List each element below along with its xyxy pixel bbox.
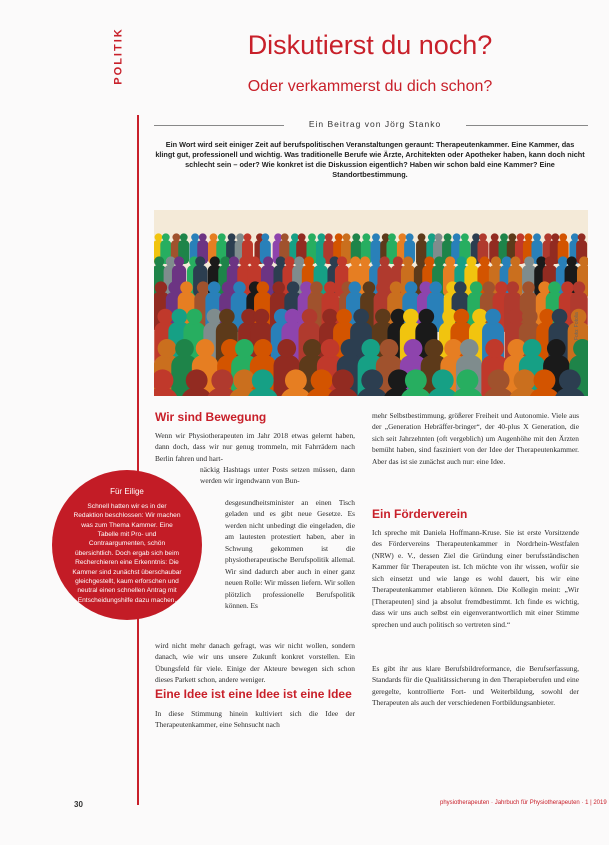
- crowd-figure-head: [187, 309, 203, 325]
- crowd-figure-head: [514, 369, 536, 391]
- crowd-figure-head: [558, 256, 568, 266]
- crowd-figure-head: [325, 233, 333, 241]
- crowd-figure-head: [254, 309, 270, 325]
- crowd-figure-head: [479, 233, 487, 241]
- crowd-figure-head: [158, 339, 177, 358]
- crowd-figure-head: [155, 281, 167, 293]
- crowd-figure-head: [454, 281, 466, 293]
- crowd-figure-head: [195, 256, 205, 266]
- crowd-figure-head: [393, 256, 403, 266]
- crowd-figure-head: [287, 281, 299, 293]
- crowd-figure-head: [172, 309, 188, 325]
- crowd-figure-head: [186, 369, 208, 391]
- crowd-figure-head: [517, 233, 525, 241]
- crowd-figure-head: [332, 369, 354, 391]
- crowd-figure-head: [277, 339, 296, 358]
- crowd-figure-head: [525, 233, 533, 241]
- left-paragraph-1d: wird nicht mehr danach gefragt, was wir nicht wollen, sondern danach, wie wir uns unsere Zukunft konkret vorstellen. Ein Übungsfeld für viele. Einige der Akteure bewegen sich schon dieses Parkett schon, andere weniger.: [155, 641, 355, 685]
- crowd-figure-head: [197, 281, 209, 293]
- crowd-figure-head: [523, 339, 542, 358]
- crowd-figure-head: [578, 233, 586, 241]
- callout-title: Für Eilige: [110, 487, 144, 496]
- crowd-figure-head: [432, 369, 454, 391]
- crowd-figure-head: [502, 256, 512, 266]
- crowd-figure-head: [466, 256, 476, 266]
- crowd-figure-head: [349, 281, 361, 293]
- crowd-illustration: [154, 210, 588, 396]
- crowd-figure-head: [419, 309, 435, 325]
- crowd-figure-head: [208, 281, 220, 293]
- crowd-figure-head: [281, 233, 289, 241]
- crowd-figure-head: [533, 233, 541, 241]
- crowd-figure-head: [403, 256, 413, 266]
- crowd-figure-head: [548, 281, 560, 293]
- section-label-text: POLITIK: [112, 27, 125, 85]
- crowd-figure-head: [457, 369, 479, 391]
- crowd-figure-head: [218, 233, 226, 241]
- crowd-figure-head: [199, 233, 207, 241]
- crowd-figure-head: [316, 256, 326, 266]
- crowd-figure-head: [308, 233, 316, 241]
- crowd-figure-head: [337, 256, 347, 266]
- crowd-figure-head: [485, 339, 504, 358]
- crowd-figure-head: [388, 233, 396, 241]
- crowd-figure-head: [495, 281, 507, 293]
- crowd-figure-head: [244, 233, 252, 241]
- crowd-figure-head: [157, 309, 173, 325]
- crowd-figure-head: [352, 233, 360, 241]
- crowd-figure-head: [435, 233, 443, 241]
- crowd-figure-head: [318, 233, 326, 241]
- crowd-figure-head: [174, 256, 184, 266]
- crowd-figure-head: [545, 256, 555, 266]
- crowd-figure-head: [154, 256, 164, 266]
- crowd-figure-head: [233, 281, 245, 293]
- crowd-figure-head: [162, 233, 170, 241]
- crowd-figure-head: [363, 281, 375, 293]
- crowd-figure-head: [508, 309, 524, 325]
- crowd-figure-head: [547, 339, 566, 358]
- crowd-figure-head: [302, 309, 318, 325]
- crowd-figure-head: [390, 281, 402, 293]
- crowd-figure-head: [453, 233, 461, 241]
- left-paragraph-2: In diese Stimmung hinein kultiviert sich die Idee der Therapeutenkammer, eine Sehnsucht nach: [155, 709, 355, 730]
- heading-wir-sind-bewegung: Wir sind Bewegung: [155, 410, 267, 424]
- crowd-figure-head: [172, 233, 180, 241]
- crowd-figure-head: [445, 256, 455, 266]
- crowd-figure-head: [429, 281, 441, 293]
- crowd-figure-head: [472, 233, 480, 241]
- crowd-figure-head: [175, 339, 194, 358]
- crowd-figure-head: [361, 369, 383, 391]
- crowd-figure-head: [399, 233, 407, 241]
- crowd-figure-head: [311, 369, 333, 391]
- crowd-figure-head: [460, 339, 479, 358]
- crowd-figure-head: [155, 233, 163, 241]
- crowd-figure-head: [482, 281, 494, 293]
- crowd-figure-head: [544, 233, 552, 241]
- crowd-figure-head: [418, 233, 426, 241]
- heading-eine-idee: Eine Idee ist eine Idee ist eine Idee: [155, 687, 352, 701]
- crowd-figure-head: [261, 233, 269, 241]
- crowd-figure-head: [500, 233, 508, 241]
- right-paragraph-2: Ich spreche mit Daniela Hoffmann-Kruse. Sie ist erste Vorsitzende des Fördervereins Therapeutenkammer in Nordrhein-Westfalen (NRW) e. V., dessen Ziel die Gründung einer berufsständischen Kammer für Therapeuten ist. Ich möchte von ihr wissen, wofür sie sich einsetzt und wie lange es wohl dauert, bis wir eine Therapeutenkammer etablieren können. Die Kollegin meint: „Wir [Therapeuten] sind ja absolut fremdbestimmt. Ich finde es wichtig, dass wir uns auch selbst ein eigenverantwortlich mit einer Stimme sprechen und auch politisch so vertreten sind.“: [372, 528, 579, 629]
- crowd-figure-head: [219, 309, 235, 325]
- crowd-figure-head: [428, 233, 436, 241]
- crowd-figure-head: [534, 369, 556, 391]
- crowd-figure-head: [294, 256, 304, 266]
- crowd-figure-head: [491, 256, 501, 266]
- crowd-figure-head: [522, 281, 534, 293]
- crowd-figure-head: [406, 233, 414, 241]
- crowd-figure-head: [573, 281, 585, 293]
- crowd-figure-head: [461, 233, 469, 241]
- crowd-figure-head: [211, 369, 233, 391]
- crowd-figure-head: [491, 233, 499, 241]
- crowd-figure-head: [191, 233, 199, 241]
- crowd-figure-head: [485, 309, 501, 325]
- page-number: 30: [74, 800, 83, 809]
- crowd-figure-head: [222, 281, 234, 293]
- crowd-figure-head: [508, 233, 516, 241]
- crowd-figure-head: [405, 281, 417, 293]
- crowd-figure-head: [180, 281, 192, 293]
- crowd-figure-head: [559, 233, 567, 241]
- left-paragraph-1c: desgesundheitsminister an einen Tisch geladen und es gibt neue Gesetze. Es werden nicht unbedingt die eingeladen, die am lautesten protestiert haben, aber in Schwung gekommen ist die physiotherapeutische Berufspolitik allemal. Wir sind dadurch aber auch in einer ganz neuen Rolle: Wir müssen liefern. Wir sollen plötzlich professionelle Berufspolitik können. Es: [225, 498, 355, 611]
- crowd-figure-head: [361, 339, 380, 358]
- crowd-figure-head: [180, 233, 188, 241]
- crowd-figure-head: [321, 339, 340, 358]
- lead-paragraph: Ein Wort wird seit einiger Zeit auf berufspolitischen Veranstaltungen geraunt: Therapeutenkammer. Eine Kammer, das klingt gut, professionell und wichtig. Was traditionelle Berufe wie Ärzte, Architekten oder Apotheker haben, kann doch nicht schlecht sein – oder? Wie konkret ist die Diskussion eigentlich? Haben wir schon bald eine Kammer? Eine Standortbestimmung.: [155, 140, 585, 180]
- section-label: [112, 18, 138, 108]
- crowd-figure-head: [276, 256, 286, 266]
- image-credit: Foto: Fotolia: [574, 312, 580, 340]
- crowd-figure-head: [236, 233, 244, 241]
- crowd-figure-head: [252, 369, 274, 391]
- crowd-figure-head: [285, 256, 295, 266]
- footer-journal: physiotherapeuten · Jahrbuch für Physiotherapeuten · 1 | 2019: [440, 800, 607, 806]
- crowd-figure-head: [559, 369, 581, 391]
- crowd-figure-head: [510, 256, 520, 266]
- crowd-figure-head: [196, 339, 215, 358]
- crowd-figure-head: [522, 309, 538, 325]
- crowd-figure-head: [303, 339, 322, 358]
- crowd-figure-head: [434, 256, 444, 266]
- crowd-figure-head: [353, 309, 369, 325]
- crowd-figure-head: [571, 233, 579, 241]
- crowd-figure-head: [362, 233, 370, 241]
- crowd-figure-head: [425, 339, 444, 358]
- crowd-figure-head: [341, 339, 360, 358]
- crowd-figure-head: [335, 233, 343, 241]
- crowd-figure-head: [285, 369, 307, 391]
- crowd-figure-head: [480, 256, 490, 266]
- crowd-figure-head: [228, 233, 236, 241]
- crowd-figure-head: [272, 281, 284, 293]
- crowd-figure-head: [254, 339, 273, 358]
- article-title: Diskutierst du noch?: [247, 30, 493, 60]
- crowd-figure-head: [343, 233, 351, 241]
- crowd-figure-head: [285, 309, 301, 325]
- crowd-figure-head: [561, 281, 573, 293]
- byline-rule-left: [154, 125, 284, 126]
- crowd-figure-head: [324, 281, 336, 293]
- crowd-figure-head: [250, 256, 260, 266]
- crowd-figure-head: [404, 339, 423, 358]
- crowd-figure-head: [336, 309, 352, 325]
- crowd-figure-head: [372, 233, 380, 241]
- crowd-figure-head: [239, 256, 249, 266]
- callout-circle: [52, 470, 202, 620]
- crowd-figure-head: [310, 281, 322, 293]
- crowd-figure-head: [524, 256, 534, 266]
- crowd-figure-head: [424, 256, 434, 266]
- crowd-figure-head: [403, 309, 419, 325]
- crowd-figure-head: [375, 309, 391, 325]
- crowd-figure-head: [456, 256, 466, 266]
- section-rule: [137, 115, 139, 805]
- crowd-figure-head: [235, 339, 254, 358]
- left-paragraph-1b: näckig Hashtags unter Posts setzen müssen, dann werden wir irgendwann von Bun-: [200, 465, 355, 486]
- crowd-figure-head: [380, 339, 399, 358]
- crowd-figure-head: [551, 233, 559, 241]
- crowd-figure-head: [444, 233, 452, 241]
- byline-rule-right: [466, 125, 588, 126]
- left-paragraph-1a: Wenn wir Physiotherapeuten im Jahr 2018 etwas gelernt haben, dann doch, dass wir nur genug trommeln, mit Fahrrädern nach Berlin fahren und hart-: [155, 431, 355, 463]
- crowd-figure-head: [210, 256, 220, 266]
- crowd-figure-head: [405, 369, 427, 391]
- crowd-figure-head: [567, 256, 577, 266]
- crowd-figure-head: [168, 281, 180, 293]
- crowd-figure-head: [322, 309, 338, 325]
- crowd-figure-head: [263, 256, 273, 266]
- crowd-figure-head: [298, 233, 306, 241]
- callout-text: Schnell hatten wir es in der Redaktion beschlossen: Wir machen was zum Thema Kammer. Eine Tabelle mit Pro- und Contraargumenten, schön übersichtlich. Doch ergab sich beim Recherchieren eine Erkenntnis: Die Kammer sind zunächst überschaubar gleichgestellt, kaum erforschen und neutral einen schnellen Antrag mit Entscheidungshilfe dazu machen.: [72, 503, 182, 604]
- article-subtitle: Oder verkammerst du dich schon?: [247, 78, 493, 95]
- crowd-figure-head: [552, 309, 568, 325]
- byline: Ein Beitrag von Jörg Stanko: [308, 119, 442, 129]
- crowd-figure-head: [229, 256, 239, 266]
- crowd-figure-head: [210, 233, 218, 241]
- crowd-figure-head: [257, 281, 269, 293]
- crowd-figure-head: [454, 309, 470, 325]
- right-paragraph-1: mehr Selbstbestimmung, größerer Freiheit und Autonomie. Viele aus der „Generation Hebräffer-bringer“, der 40-plus X Generation, die sich seit Jahrzehnten (oft vergeblich) um Augenhöhe mit den Ärzten bemüht haben, sind fasziniert von der Idee der Therapeutenkammer. Aber das ist sie zunächst auch nur: eine Idee.: [372, 411, 579, 466]
- crowd-figure-head: [470, 281, 482, 293]
- crowd-figure-head: [507, 281, 519, 293]
- heading-ein-foerderverein: Ein Förderverein: [372, 507, 468, 521]
- crowd-figure-head: [380, 256, 390, 266]
- right-paragraph-3: Es gibt ihr aus klare Berufsbildreformance, die Berufserfassung, Standards für die Qualitätssicherung in den Therapieberufen und eine geregelte, kontrollierte Fort- und Weiterbildung, sowohl der Therapeuten als auch der verschiedenen Fortbildungsanbieter.: [372, 664, 579, 708]
- crowd-figure-head: [304, 256, 314, 266]
- crowd-figure-head: [360, 256, 370, 266]
- crowd-figure-head: [376, 281, 388, 293]
- crowd-figure-head: [350, 256, 360, 266]
- crowd-figure-head: [488, 369, 510, 391]
- crowd-figure-head: [291, 233, 299, 241]
